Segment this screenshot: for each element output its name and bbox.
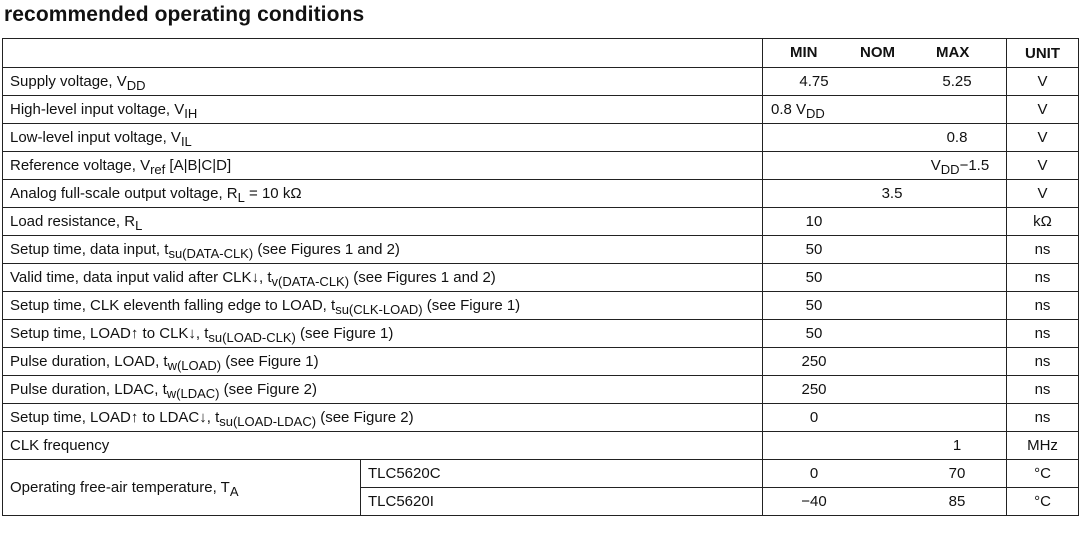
table-row xyxy=(3,124,1079,152)
max-value: $V_{DD}-1.5$ xyxy=(930,157,990,177)
value-cell xyxy=(763,376,1007,404)
value-cell xyxy=(763,320,1007,348)
max-value xyxy=(909,348,1005,375)
temperature-block xyxy=(3,460,1079,516)
value-cell xyxy=(763,460,1007,488)
max-value xyxy=(909,376,1005,403)
table-row xyxy=(3,292,1079,320)
unit-value: ns xyxy=(1007,236,1079,264)
unit-value: V xyxy=(1007,152,1079,180)
parameter-label: Setup time, data input, $t_{su(DATA-CLK)}$ (see Figures 1 and 2) xyxy=(3,236,763,264)
min-value: 50 xyxy=(805,241,823,258)
max-value xyxy=(909,264,1005,291)
parameter-label: Pulse duration, LOAD, $t_{w(LOAD)}$ (see Figure 1) xyxy=(3,348,763,376)
device-name: TLC5620C xyxy=(361,460,763,488)
min-value: 10 xyxy=(805,213,823,230)
table-row xyxy=(3,180,1079,208)
device-name: TLC5620I xyxy=(361,488,763,516)
unit-value: ns xyxy=(1007,348,1079,376)
parameter-label: High-level input voltage, $V_{IH}$ xyxy=(3,96,763,124)
value-cell xyxy=(763,124,1007,152)
value-cell xyxy=(763,404,1007,432)
unit-value: V xyxy=(1007,68,1079,96)
value-cell xyxy=(763,180,1007,208)
value-cell xyxy=(763,236,1007,264)
header-row xyxy=(3,39,1079,68)
table-row xyxy=(3,348,1079,376)
table-row xyxy=(3,320,1079,348)
max-value: 70 xyxy=(948,465,966,482)
min-value: 250 xyxy=(801,381,827,398)
unit-value: ns xyxy=(1007,292,1079,320)
max-value: 0.8 xyxy=(946,129,968,146)
table-row xyxy=(3,68,1079,96)
table-row xyxy=(3,152,1079,180)
parameter-label: Valid time, data input valid after CLK↓, $t_{v(DATA-CLK)}$ (see Figures 1 and 2) xyxy=(3,264,763,292)
min-value: 50 xyxy=(805,269,823,286)
unit-value: °C xyxy=(1007,488,1079,516)
max-value xyxy=(909,404,1005,431)
value-cell xyxy=(763,208,1007,236)
table-row xyxy=(3,376,1079,404)
value-headers xyxy=(763,39,1007,68)
temperature-label: Operating free-air temperature, $T_A$ xyxy=(3,460,361,516)
table-body xyxy=(3,68,1079,460)
parameter-label: Setup time, LOAD↑ to LDAC↓, $t_{su(LOAD-LDAC)}$ (see Figure 2) xyxy=(3,404,763,432)
max-value xyxy=(909,320,1005,347)
min-value: 0 xyxy=(809,409,819,426)
unit-value: V xyxy=(1007,96,1079,124)
parameter-label: Pulse duration, LDAC, $t_{w(LDAC)}$ (see Figure 2) xyxy=(3,376,763,404)
value-cell xyxy=(763,488,1007,516)
unit-value: °C xyxy=(1007,460,1079,488)
max-value xyxy=(909,180,1005,207)
unit-value: MHz xyxy=(1007,432,1079,460)
min-value: 50 xyxy=(805,297,823,314)
table-row xyxy=(3,404,1079,432)
unit-value: kΩ xyxy=(1007,208,1079,236)
nom-header: NOM xyxy=(860,44,895,61)
value-cell xyxy=(763,432,1007,460)
operating-conditions-table xyxy=(2,38,1079,516)
table-row xyxy=(3,432,1079,460)
min-value: 250 xyxy=(801,353,827,370)
parameter-label: Low-level input voltage, $V_{IL}$ xyxy=(3,124,763,152)
value-cell xyxy=(763,68,1007,96)
parameter-header xyxy=(3,39,763,68)
parameter-label: Supply voltage, $V_{DD}$ xyxy=(3,68,763,96)
max-value xyxy=(909,96,1005,123)
unit-value: ns xyxy=(1007,404,1079,432)
unit-value: V xyxy=(1007,124,1079,152)
max-value: 85 xyxy=(948,493,966,510)
value-cell xyxy=(763,96,1007,124)
unit-value: V xyxy=(1007,180,1079,208)
min-value: 0.8 $V_{DD}$ xyxy=(771,101,825,121)
parameter-label: Load resistance, $R_L$ xyxy=(3,208,763,236)
max-value: 1 xyxy=(952,437,962,454)
value-cell xyxy=(763,292,1007,320)
nom-value: 3.5 xyxy=(881,185,903,202)
parameter-label: Reference voltage, $V_{ref}$ [A|B|C|D] xyxy=(3,152,763,180)
table-row xyxy=(3,236,1079,264)
max-header: MAX xyxy=(936,44,970,61)
unit-header: UNIT xyxy=(1007,39,1079,68)
value-cell xyxy=(763,348,1007,376)
value-cell xyxy=(763,264,1007,292)
max-value xyxy=(909,208,1005,235)
min-value: 4.75 xyxy=(799,73,829,90)
table-row xyxy=(3,264,1079,292)
min-value: −40 xyxy=(801,493,827,510)
unit-value: ns xyxy=(1007,376,1079,404)
unit-value: ns xyxy=(1007,264,1079,292)
table-row xyxy=(3,208,1079,236)
table-row xyxy=(3,460,1079,488)
min-value: 50 xyxy=(805,325,823,342)
min-header: MIN xyxy=(790,44,818,61)
max-value: 5.25 xyxy=(942,73,972,90)
max-value xyxy=(909,292,1005,319)
min-value: 0 xyxy=(809,465,819,482)
section-title: recommended operating conditions xyxy=(4,3,365,26)
table-row xyxy=(3,96,1079,124)
parameter-label: Setup time, LOAD↑ to CLK↓, $t_{su(LOAD-CLK)}$ (see Figure 1) xyxy=(3,320,763,348)
parameter-label: Setup time, CLK eleventh falling edge to LOAD, $t_{su(CLK-LOAD)}$ (see Figure 1) xyxy=(3,292,763,320)
value-cell xyxy=(763,152,1007,180)
max-value xyxy=(909,236,1005,263)
parameter-label: Analog full-scale output voltage, $R_L = 10$ kΩ xyxy=(3,180,763,208)
parameter-label: CLK frequency xyxy=(3,432,763,460)
unit-value: ns xyxy=(1007,320,1079,348)
